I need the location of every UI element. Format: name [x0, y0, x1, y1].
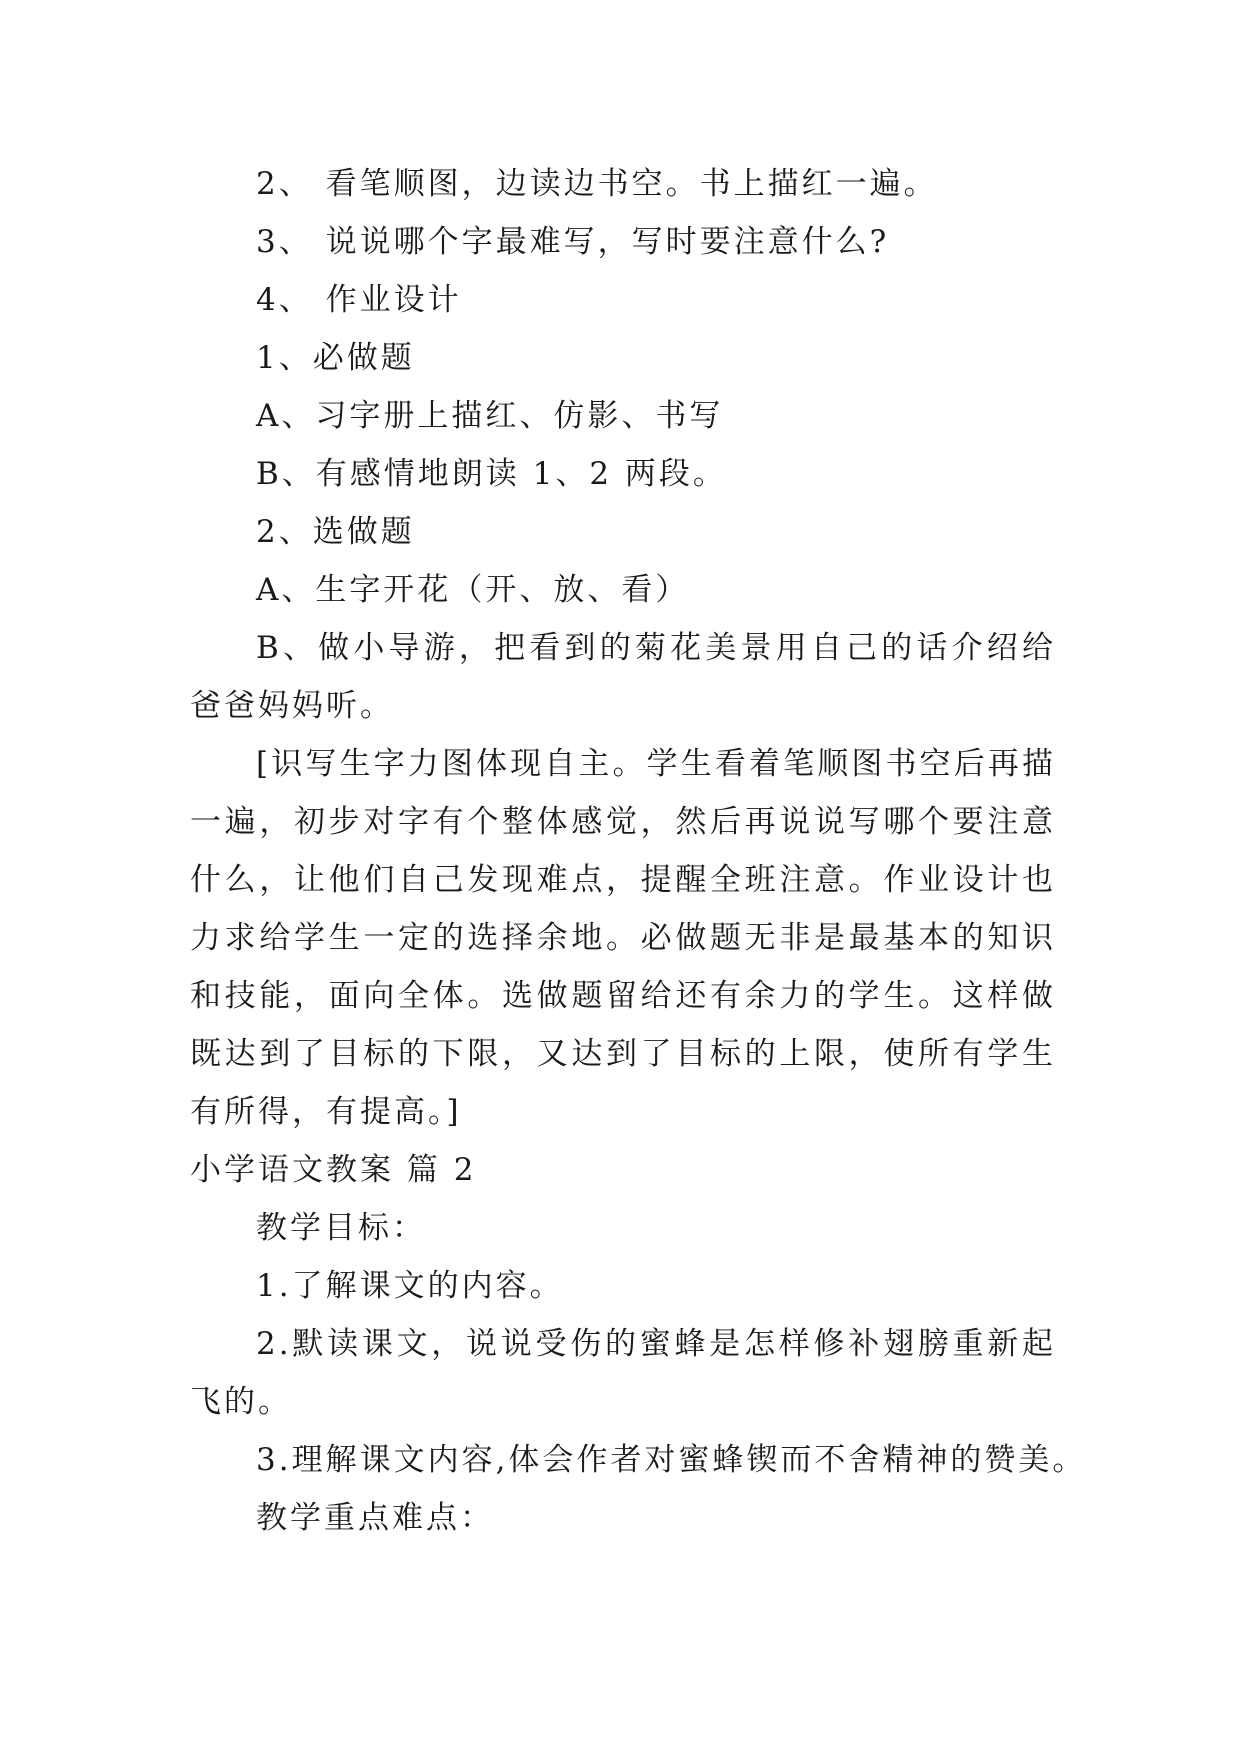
optional-homework-a: A、生字开花（开、放、看） [256, 572, 690, 608]
section-heading: 小学语文教案 篇 2 [190, 1152, 477, 1188]
required-homework-a: A、习字册上描红、仿影、书写 [256, 398, 724, 434]
goal-3: 3.理解课文内容,体会作者对蜜蜂锲而不舍精神的赞美。 [256, 1442, 1087, 1478]
optional-homework-b: B、做小导游，把看到的菊花美景用自己的话介绍给爸爸妈妈听。 [190, 630, 1056, 724]
step-2-paragraph: 2、 看笔顺图，边读边书空。书上描红一遍。 [256, 166, 938, 202]
teaching-goals-label: 教学目标： [256, 1210, 426, 1246]
document-body [190, 155, 1087, 1547]
step-4-paragraph: 4、 作业设计 [256, 282, 462, 318]
step-3-paragraph: 3、 说说哪个字最难写，写时要注意什么? [256, 224, 890, 260]
optional-homework-label: 2、选做题 [256, 514, 415, 550]
goal-2: 2.默读课文，说说受伤的蜜蜂是怎样修补翅膀重新起飞的。 [190, 1326, 1056, 1420]
required-homework-label: 1、必做题 [256, 340, 415, 376]
design-commentary-paragraph: [识写生字力图体现自主。学生看着笔顺图书空后再描一遍，初步对字有个整体感觉，然后再说说写哪个要注意什么，让他们自己发现难点，提醒全班注意。作业设计也力求给学生一定的选择余地。必做题无非是最基本的知识和技能，面向全体。选做题留给还有余力的学生。这样做既达到了目标的下限，又达到了目标的上限，使所有学生有所得，有提高。] [190, 746, 1056, 1130]
key-difficulties-label: 教学重点难点： [256, 1500, 494, 1536]
required-homework-b: B、有感情地朗读 1、2 两段。 [256, 456, 727, 492]
goal-1: 1.了解课文的内容。 [256, 1268, 564, 1304]
